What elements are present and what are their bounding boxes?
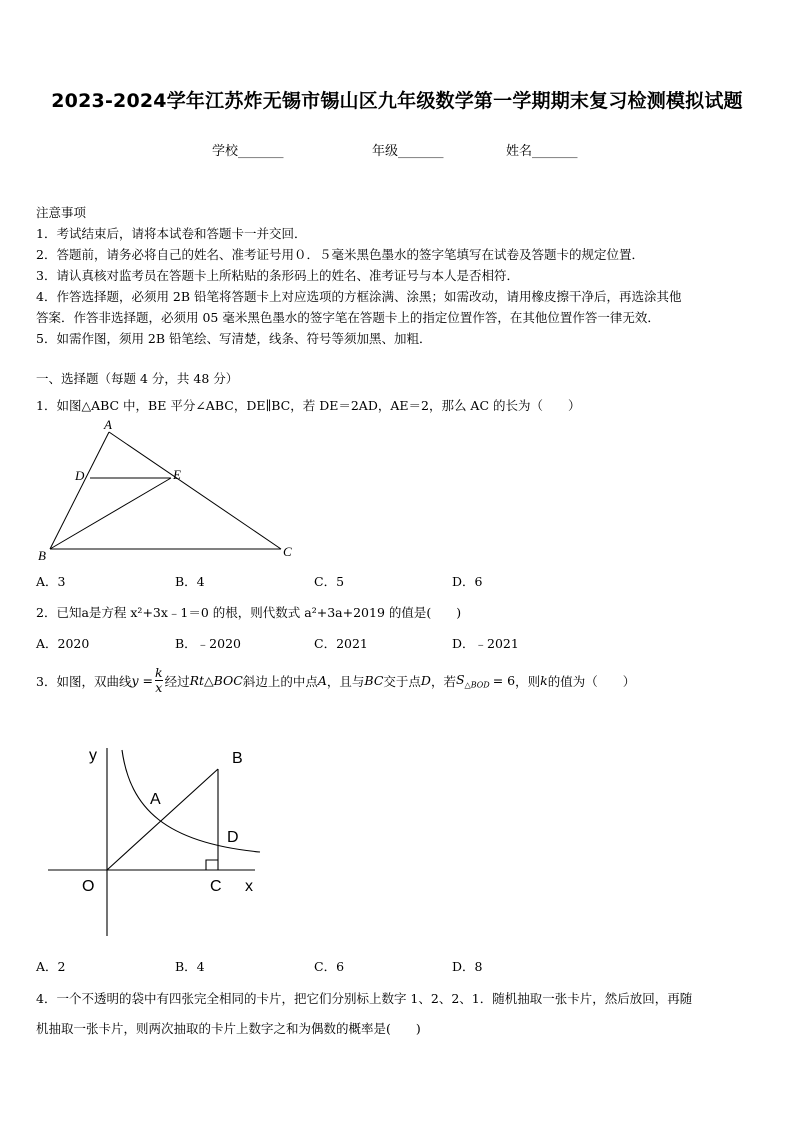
label-o: O bbox=[82, 878, 95, 895]
q1-option-d: D．6 bbox=[452, 574, 483, 589]
label-a: A bbox=[104, 417, 112, 432]
label-c: C bbox=[210, 878, 222, 895]
label-e: E bbox=[173, 467, 181, 482]
q3-k: k bbox=[540, 673, 548, 688]
note-item: 4．作答选择题，必须用 2B 铅笔将答题卡上对应选项的方框涂满、涂黑；如需改动，请用橡皮擦干净后，再选涂其他 bbox=[36, 289, 682, 304]
q3-text: 的值为（ ） bbox=[547, 673, 636, 689]
side-ac bbox=[109, 432, 281, 549]
q3-text: ，若 bbox=[430, 673, 456, 689]
question-2-stem: 2．已知a是方程 x²+3x﹣1＝0 的根，则代数式 a²+3a+2019 的值是( ) bbox=[36, 605, 462, 620]
area-symbol: S bbox=[455, 671, 465, 687]
q1-option-c: C．5 bbox=[314, 574, 345, 589]
hyperbola-figure bbox=[40, 738, 280, 943]
q3-fraction bbox=[155, 666, 163, 695]
label-x: x bbox=[245, 878, 253, 895]
q3-point-a: A bbox=[317, 673, 327, 688]
triangle-figure bbox=[30, 416, 310, 566]
question-1-stem: 1．如图△ABC 中，BE 平分∠ABC，DE∥BC，若 DE＝2AD，AE＝2，那么 AC 的长为（ ） bbox=[36, 398, 581, 413]
note-item: 1．考试结束后，请将本试卷和答题卡一并交回． bbox=[36, 226, 307, 241]
label-b: B bbox=[38, 548, 46, 563]
q2-option-d: D．﹣2021 bbox=[452, 636, 519, 651]
q1-option-a: A．3 bbox=[36, 574, 66, 589]
q3-option-b: B．4 bbox=[175, 959, 205, 974]
fraction-denominator: x bbox=[155, 680, 163, 695]
page-title: 2023-2024学年江苏炸无锡市锡山区九年级数学第一学期期末复习检测模拟试题 bbox=[51, 90, 743, 112]
note-item: 答案．作答非选择题，必须用 05 毫米黑色墨水的签字笔在答题卡上的指定位置作答，在其他位置作答一律无效． bbox=[36, 310, 660, 325]
q3-text: ，且与 bbox=[326, 673, 365, 689]
grade-field: 年级_______ bbox=[372, 144, 444, 159]
area-subscript: △BOD bbox=[464, 680, 490, 690]
q3-triangle: Rt△BOC bbox=[189, 673, 243, 688]
q2-option-b: B．﹣2020 bbox=[175, 636, 241, 651]
label-c: C bbox=[283, 544, 292, 559]
q3-area-value: = 6 bbox=[492, 673, 516, 688]
right-angle-mark bbox=[206, 860, 218, 870]
hypotenuse-ob bbox=[107, 769, 218, 870]
question-4-line1: 4．一个不透明的袋中有四张完全相同的卡片，把它们分别标上数字 1、2、2、1．随机抽取一张卡片，然后放回，再随 bbox=[36, 991, 693, 1006]
q3-segment-bc: BC bbox=[364, 673, 384, 688]
name-field: 姓名_______ bbox=[506, 144, 578, 159]
q2-option-a: A．2020 bbox=[36, 636, 90, 651]
school-field: 学校_______ bbox=[212, 144, 284, 159]
label-y: y bbox=[89, 747, 97, 764]
section-heading: 一、选择题（每题 4 分，共 48 分） bbox=[36, 371, 239, 386]
fraction-numerator: k bbox=[154, 665, 163, 680]
q3-text: 经过 bbox=[164, 673, 190, 689]
notes-heading: 注意事项 bbox=[36, 205, 87, 220]
q3-option-d: D．8 bbox=[452, 959, 483, 974]
q3-area bbox=[456, 672, 490, 690]
q3-text: 3．如图，双曲线 bbox=[36, 673, 132, 689]
label-d: D bbox=[227, 829, 239, 846]
label-b: B bbox=[232, 750, 243, 767]
q3-option-a: A．2 bbox=[36, 959, 66, 974]
q3-text: ，则 bbox=[515, 673, 541, 689]
q3-option-c: C．6 bbox=[314, 959, 345, 974]
note-item: 3．请认真核对监考员在答题卡上所粘贴的条形码上的姓名、准考证号与本人是否相符． bbox=[36, 268, 519, 283]
question-3-stem bbox=[36, 666, 635, 695]
label-d: D bbox=[75, 468, 85, 483]
q3-text: 交于点 bbox=[383, 673, 421, 689]
q3-text: 斜边上的中点 bbox=[242, 673, 318, 689]
question-4-line2: 机抽取一张卡片，则两次抽取的卡片上数字之和为偶数的概率是( ) bbox=[36, 1021, 421, 1036]
q1-option-b: B．4 bbox=[175, 574, 205, 589]
label-a: A bbox=[150, 791, 161, 808]
q3-point-d: D bbox=[420, 673, 431, 688]
note-item: 5．如需作图，须用 2B 铅笔绘、写清楚，线条、符号等须加黑、加粗． bbox=[36, 331, 432, 346]
note-item: 2．答题前，请务必将自己的姓名、准考证号用０．５毫米黑色墨水的签字笔填写在试卷及答题卡的规定位置． bbox=[36, 247, 644, 262]
q2-option-c: C．2021 bbox=[314, 636, 368, 651]
q3-equation: y = bbox=[131, 673, 153, 688]
